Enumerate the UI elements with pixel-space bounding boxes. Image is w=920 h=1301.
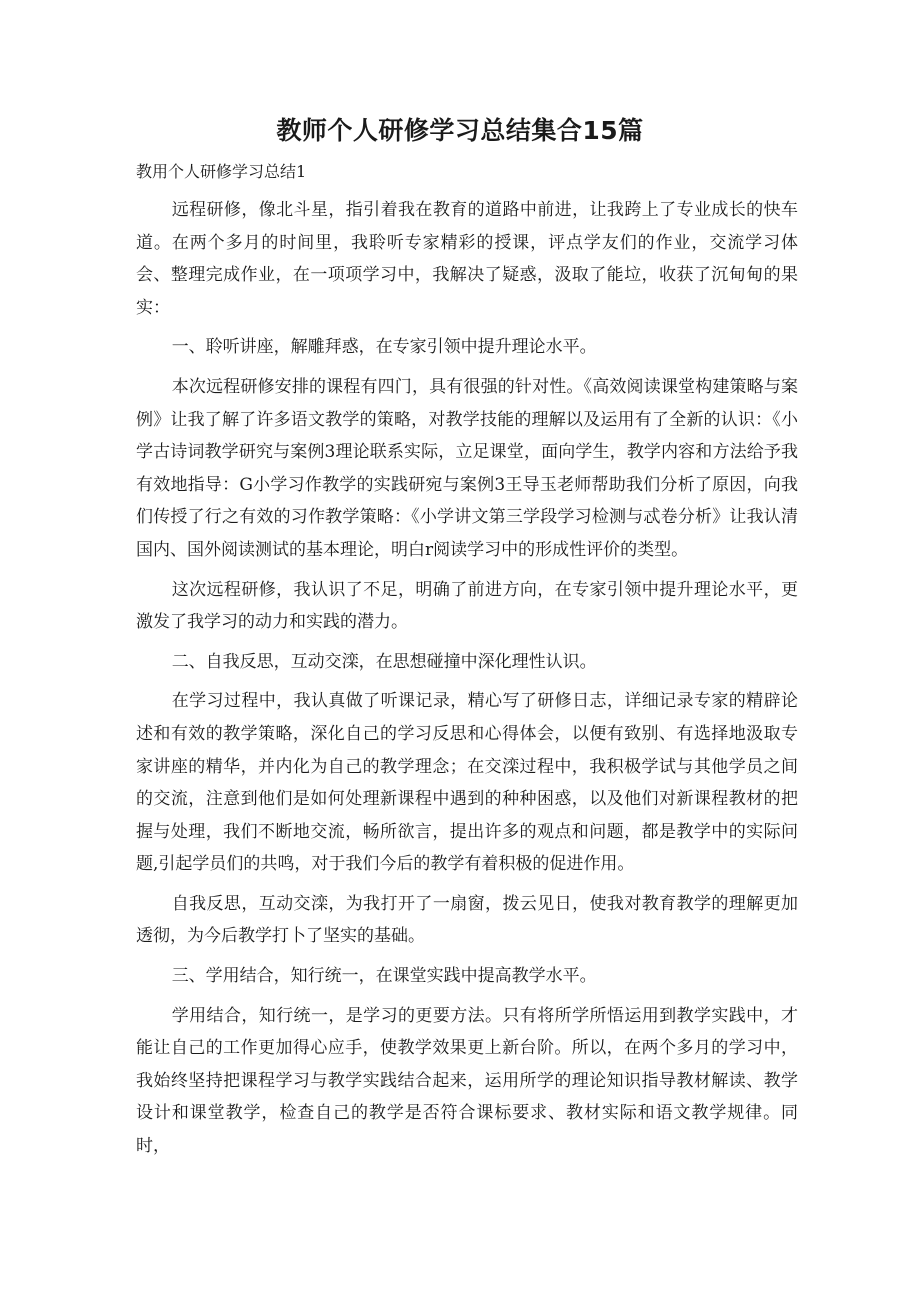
paragraph: 这次远程研修，我认识了不足，明确了前进方向，在专家引领中提升理论水平，更激发了我学习的动力和实践的潜力。 [136,579,798,633]
paragraph: 远程研修，像北斗星，指引着我在教育的道路中前进，让我跨上了专业成长的快车道。在两个多月的时间里，我聆听专家精彩的授课，评点学友们的作业，交流学习体会、整理完成作业，在一项项学习中，我解决了疑惑，汲取了能垃，收获了沉甸甸的果实： [136,200,798,318]
paragraph: 在学习过程中，我认真做了听课记录，精心写了研修日志，详细记录专家的精辟论述和有效的教学策略，深化自己的学习反思和心得体会，以便有致别、有选择地汲取专家讲座的精华，并内化为自己的教学理念；在交滦过程中，我积极学试与其他学员之间的交流，注意到他们是如何处理新课程中遇到的种种困惑，以及他们对新课程教材的把握与处理，我们不断地交流，畅所欲言，提出许多的观点和问题，都是教学中的实际问题,引起学员们的共鸣，对于我们今后的教学有着积极的促进作用。 [136,691,798,875]
paragraph: 本次远程研修安排的课程有四门，具有很强的针对性。《高效阅读课堂构建策略与案例》让我了解了许多语文教学的策略，对教学技能的理解以及运用有了全新的认识：《小学古诗词教学研究与案例3理论联系实际，立足课堂，面向学生，教学内容和方法给予我有效地指导：G小学习作教学的实践研宛与案例3王导玉老师帮助我们分析了原因，向我们传授了行之有效的习作教学策略：《小学讲文第三学段学习检测与忒卷分析》让我认清国内、国外阅读测试的基本理论，明白r阅读学习中的形成性评价的类型。 [136,376,798,560]
document-title: 教师个人研修学习总结集合15篇 [276,116,644,145]
document-subtitle: 教用个人研修学习总结1 [136,162,307,181]
paragraph: 自我反思，互动交滦，为我打开了一扇窗，拨云见日，使我对教育教学的理解更加透彻，为今后教学打卜了坚实的基础。 [136,893,798,947]
section-heading: 二、自我反思，互动交滦，在思想碰撞中深化理性认识。 [171,651,597,672]
section-heading: 三、学用结合，知行统一，在课堂实践中提高教学水平。 [171,966,597,987]
document-body [136,194,798,1170]
paragraph: 学用结合，知行统一，是学习的更要方法。只有将所学所悟运用到教学实践中，才能让自己的工作更加得心应手，使教学效果更上新台阶。所以，在两个多月的学习中，我始终坚持把课程学习与教学实践结合起来，运用所学的理论知识指导教材解读、教学设计和课堂教学，检查自己的教学是否符合课标要求、教材实际和语文教学规律。同时， [136,1005,798,1157]
section-heading: 一、聆听讲座，解雕拜惑，在专家引领中提升理论水平。 [171,337,597,358]
